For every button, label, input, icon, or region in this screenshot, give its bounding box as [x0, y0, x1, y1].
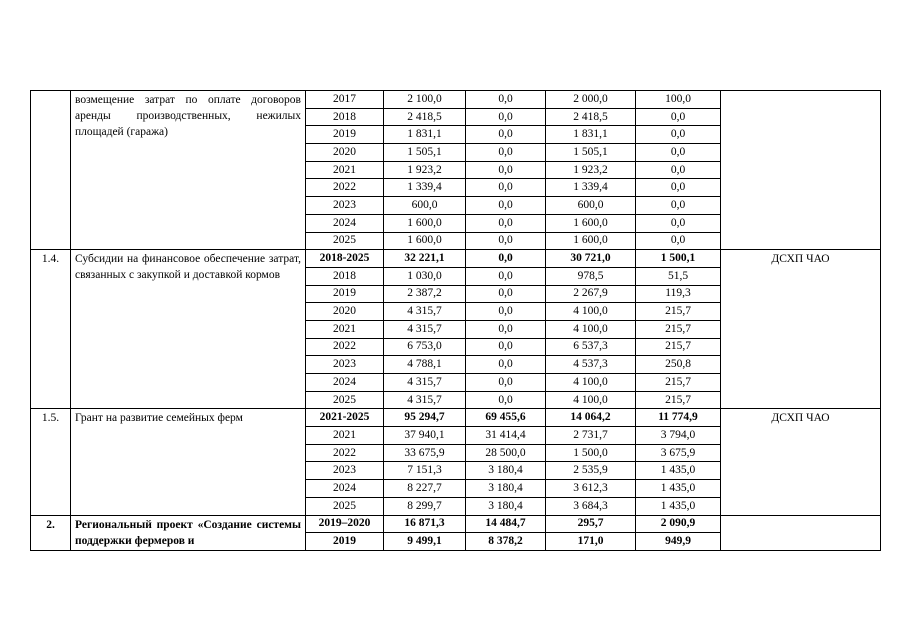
year-cell: 2018-2025	[306, 250, 384, 268]
year-cell: 2023	[306, 462, 384, 480]
year-cell: 2022	[306, 338, 384, 356]
year-cell: 2025	[306, 497, 384, 515]
item-number: 1.5.	[31, 409, 71, 515]
total-cell: 8 227,7	[384, 480, 466, 498]
other-cell: 0,0	[636, 232, 721, 250]
other-cell: 215,7	[636, 303, 721, 321]
federal-cell: 0,0	[466, 285, 546, 303]
responsible-executor: ДСХП ЧАО	[721, 250, 881, 409]
regional-cell: 295,7	[546, 515, 636, 533]
total-cell: 33 675,9	[384, 444, 466, 462]
total-cell: 4 315,7	[384, 320, 466, 338]
other-cell: 0,0	[636, 126, 721, 144]
federal-cell: 0,0	[466, 126, 546, 144]
other-cell: 0,0	[636, 179, 721, 197]
year-cell: 2024	[306, 374, 384, 392]
regional-cell: 2 418,5	[546, 108, 636, 126]
item-name: Субсидии на финансовое обеспечение затрат, связанных с закупкой и доставкой кормов	[71, 250, 306, 409]
total-cell: 1 339,4	[384, 179, 466, 197]
total-cell: 1 600,0	[384, 214, 466, 232]
federal-cell: 0,0	[466, 356, 546, 374]
item-name: возмещение затрат по оплате договоров аренды производственных, нежилых площадей (гаража)	[71, 91, 306, 250]
table-row	[31, 250, 881, 268]
total-cell: 4 315,7	[384, 374, 466, 392]
item-number	[31, 91, 71, 250]
year-cell: 2019	[306, 126, 384, 144]
item-name: Грант на развитие семейных ферм	[71, 409, 306, 515]
regional-cell: 2 535,9	[546, 462, 636, 480]
year-cell: 2023	[306, 356, 384, 374]
other-cell: 1 435,0	[636, 462, 721, 480]
item-name: Региональный проект «Создание системы поддержки фермеров и	[71, 515, 306, 550]
federal-cell: 3 180,4	[466, 480, 546, 498]
year-cell: 2020	[306, 303, 384, 321]
regional-cell: 4 100,0	[546, 391, 636, 409]
federal-cell: 0,0	[466, 303, 546, 321]
other-cell: 3 794,0	[636, 427, 721, 445]
federal-cell: 69 455,6	[466, 409, 546, 427]
other-cell: 0,0	[636, 197, 721, 215]
total-cell: 32 221,1	[384, 250, 466, 268]
total-cell: 4 315,7	[384, 303, 466, 321]
regional-cell: 1 600,0	[546, 232, 636, 250]
total-cell: 8 299,7	[384, 497, 466, 515]
total-cell: 1 923,2	[384, 161, 466, 179]
responsible-executor	[721, 91, 881, 250]
regional-cell: 1 500,0	[546, 444, 636, 462]
year-cell: 2021	[306, 161, 384, 179]
regional-cell: 4 537,3	[546, 356, 636, 374]
year-cell: 2024	[306, 480, 384, 498]
regional-cell: 3 612,3	[546, 480, 636, 498]
other-cell: 100,0	[636, 91, 721, 109]
year-cell: 2020	[306, 144, 384, 162]
year-cell: 2023	[306, 197, 384, 215]
federal-cell: 0,0	[466, 144, 546, 162]
table-row	[31, 409, 881, 427]
total-cell: 2 418,5	[384, 108, 466, 126]
total-cell: 2 100,0	[384, 91, 466, 109]
regional-cell: 171,0	[546, 533, 636, 551]
total-cell: 1 600,0	[384, 232, 466, 250]
regional-cell: 14 064,2	[546, 409, 636, 427]
federal-cell: 0,0	[466, 338, 546, 356]
responsible-executor: ДСХП ЧАО	[721, 409, 881, 515]
regional-cell: 4 100,0	[546, 320, 636, 338]
total-cell: 2 387,2	[384, 285, 466, 303]
other-cell: 215,7	[636, 374, 721, 392]
federal-cell: 0,0	[466, 179, 546, 197]
total-cell: 95 294,7	[384, 409, 466, 427]
regional-cell: 1 600,0	[546, 214, 636, 232]
total-cell: 1 030,0	[384, 267, 466, 285]
federal-cell: 0,0	[466, 250, 546, 268]
table-row	[31, 91, 881, 109]
regional-cell: 1 923,2	[546, 161, 636, 179]
other-cell: 0,0	[636, 161, 721, 179]
regional-cell: 978,5	[546, 267, 636, 285]
federal-cell: 3 180,4	[466, 462, 546, 480]
federal-cell: 0,0	[466, 232, 546, 250]
year-cell: 2022	[306, 179, 384, 197]
year-cell: 2021-2025	[306, 409, 384, 427]
total-cell: 4 788,1	[384, 356, 466, 374]
regional-cell: 3 684,3	[546, 497, 636, 515]
federal-cell: 0,0	[466, 91, 546, 109]
other-cell: 949,9	[636, 533, 721, 551]
federal-cell: 8 378,2	[466, 533, 546, 551]
other-cell: 119,3	[636, 285, 721, 303]
regional-cell: 1 339,4	[546, 179, 636, 197]
table-row	[31, 515, 881, 533]
other-cell: 1 500,1	[636, 250, 721, 268]
item-number: 2.	[31, 515, 71, 550]
total-cell: 37 940,1	[384, 427, 466, 445]
regional-cell: 2 000,0	[546, 91, 636, 109]
regional-cell: 2 731,7	[546, 427, 636, 445]
total-cell: 600,0	[384, 197, 466, 215]
federal-cell: 31 414,4	[466, 427, 546, 445]
year-cell: 2018	[306, 108, 384, 126]
federal-cell: 0,0	[466, 108, 546, 126]
other-cell: 215,7	[636, 320, 721, 338]
other-cell: 0,0	[636, 214, 721, 232]
responsible-executor	[721, 515, 881, 550]
total-cell: 1 831,1	[384, 126, 466, 144]
other-cell: 1 435,0	[636, 480, 721, 498]
federal-cell: 0,0	[466, 267, 546, 285]
total-cell: 7 151,3	[384, 462, 466, 480]
year-cell: 2019–2020	[306, 515, 384, 533]
other-cell: 11 774,9	[636, 409, 721, 427]
total-cell: 1 505,1	[384, 144, 466, 162]
year-cell: 2019	[306, 533, 384, 551]
year-cell: 2022	[306, 444, 384, 462]
federal-cell: 0,0	[466, 197, 546, 215]
other-cell: 215,7	[636, 338, 721, 356]
federal-cell: 3 180,4	[466, 497, 546, 515]
regional-cell: 4 100,0	[546, 374, 636, 392]
regional-cell: 1 831,1	[546, 126, 636, 144]
item-number: 1.4.	[31, 250, 71, 409]
total-cell: 16 871,3	[384, 515, 466, 533]
regional-cell: 4 100,0	[546, 303, 636, 321]
total-cell: 4 315,7	[384, 391, 466, 409]
other-cell: 2 090,9	[636, 515, 721, 533]
year-cell: 2019	[306, 285, 384, 303]
total-cell: 9 499,1	[384, 533, 466, 551]
regional-cell: 1 505,1	[546, 144, 636, 162]
federal-cell: 0,0	[466, 214, 546, 232]
year-cell: 2018	[306, 267, 384, 285]
year-cell: 2021	[306, 427, 384, 445]
year-cell: 2025	[306, 232, 384, 250]
financing-table	[30, 90, 881, 551]
other-cell: 0,0	[636, 108, 721, 126]
total-cell: 6 753,0	[384, 338, 466, 356]
federal-cell: 0,0	[466, 161, 546, 179]
year-cell: 2017	[306, 91, 384, 109]
regional-cell: 2 267,9	[546, 285, 636, 303]
other-cell: 250,8	[636, 356, 721, 374]
other-cell: 215,7	[636, 391, 721, 409]
other-cell: 3 675,9	[636, 444, 721, 462]
regional-cell: 600,0	[546, 197, 636, 215]
year-cell: 2021	[306, 320, 384, 338]
other-cell: 1 435,0	[636, 497, 721, 515]
federal-cell: 14 484,7	[466, 515, 546, 533]
year-cell: 2025	[306, 391, 384, 409]
federal-cell: 0,0	[466, 320, 546, 338]
federal-cell: 0,0	[466, 391, 546, 409]
regional-cell: 30 721,0	[546, 250, 636, 268]
federal-cell: 0,0	[466, 374, 546, 392]
other-cell: 0,0	[636, 144, 721, 162]
federal-cell: 28 500,0	[466, 444, 546, 462]
year-cell: 2024	[306, 214, 384, 232]
regional-cell: 6 537,3	[546, 338, 636, 356]
other-cell: 51,5	[636, 267, 721, 285]
